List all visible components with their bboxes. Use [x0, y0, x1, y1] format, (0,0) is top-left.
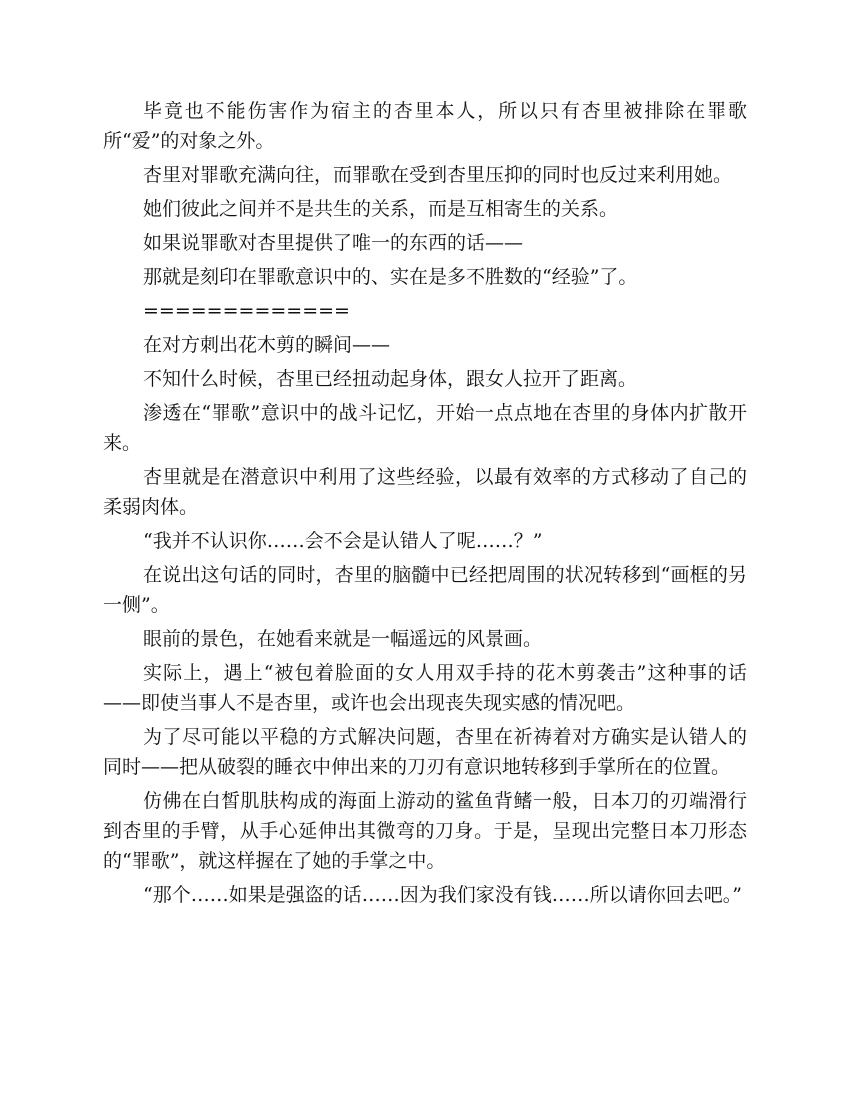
- paragraph: 不知什么时候，杏里已经扭动起身体，跟女人拉开了距离。: [143, 368, 638, 390]
- paragraph: 仿佛在白皙肌肤构成的海面上游动的鲨鱼背鳍一般，日本刀的刃端滑行到杏里的手臂，从手心延伸出其微弯的刀身。于是，呈现出完整日本刀形态的“罪歌”，就这样握在了她的手掌之中。: [103, 790, 747, 872]
- paragraph: 杏里对罪歌充满向往，而罪歌在受到杏里压抑的同时也反过来利用她。: [143, 164, 733, 186]
- paragraph: 在说出这句话的同时，杏里的脑髓中已经把周围的状况转移到“画框的另一侧”。: [103, 564, 747, 616]
- paragraph: 为了尽可能以平稳的方式解决问题，杏里在祈祷着对方确实是认错人的同时——把从破裂的睡衣中伸出来的刀刃有意识地转移到手掌所在的位置。: [103, 726, 747, 778]
- section-separator: =============: [143, 300, 350, 322]
- paragraph: “我并不认识你……会不会是认错人了呢……？”: [143, 530, 543, 552]
- paragraph: 实际上，遇上“被包着脸面的女人用双手持的花木剪袭击”这种事的话——即使当事人不是杏里，或许也会出现丧失现实感的情况吧。: [103, 662, 747, 714]
- paragraph: 在对方刺出花木剪的瞬间——: [143, 334, 391, 356]
- paragraph: 那就是刻印在罪歌意识中的、实在是多不胜数的“经验”了。: [143, 266, 638, 288]
- paragraph: “那个……如果是强盗的话……因为我们家没有钱……所以请你回去吧。”: [143, 884, 742, 906]
- paragraph: 杏里就是在潜意识中利用了这些经验，以最有效率的方式移动了自己的柔弱肉体。: [103, 466, 747, 518]
- paragraph: 如果说罪歌对杏里提供了唯一的东西的话——: [143, 232, 524, 254]
- paragraph: 她们彼此之间并不是共生的关系，而是互相寄生的关系。: [143, 198, 619, 220]
- paragraph: 渗透在“罪歌”意识中的战斗记忆，开始一点点地在杏里的身体内扩散开来。: [103, 402, 747, 454]
- paragraph: 眼前的景色，在她看来就是一幅遥远的风景画。: [143, 628, 543, 650]
- document-page: [103, 96, 747, 914]
- paragraph: 毕竟也不能伤害作为宿主的杏里本人，所以只有杏里被排除在罪歌所“爱”的对象之外。: [103, 100, 747, 152]
